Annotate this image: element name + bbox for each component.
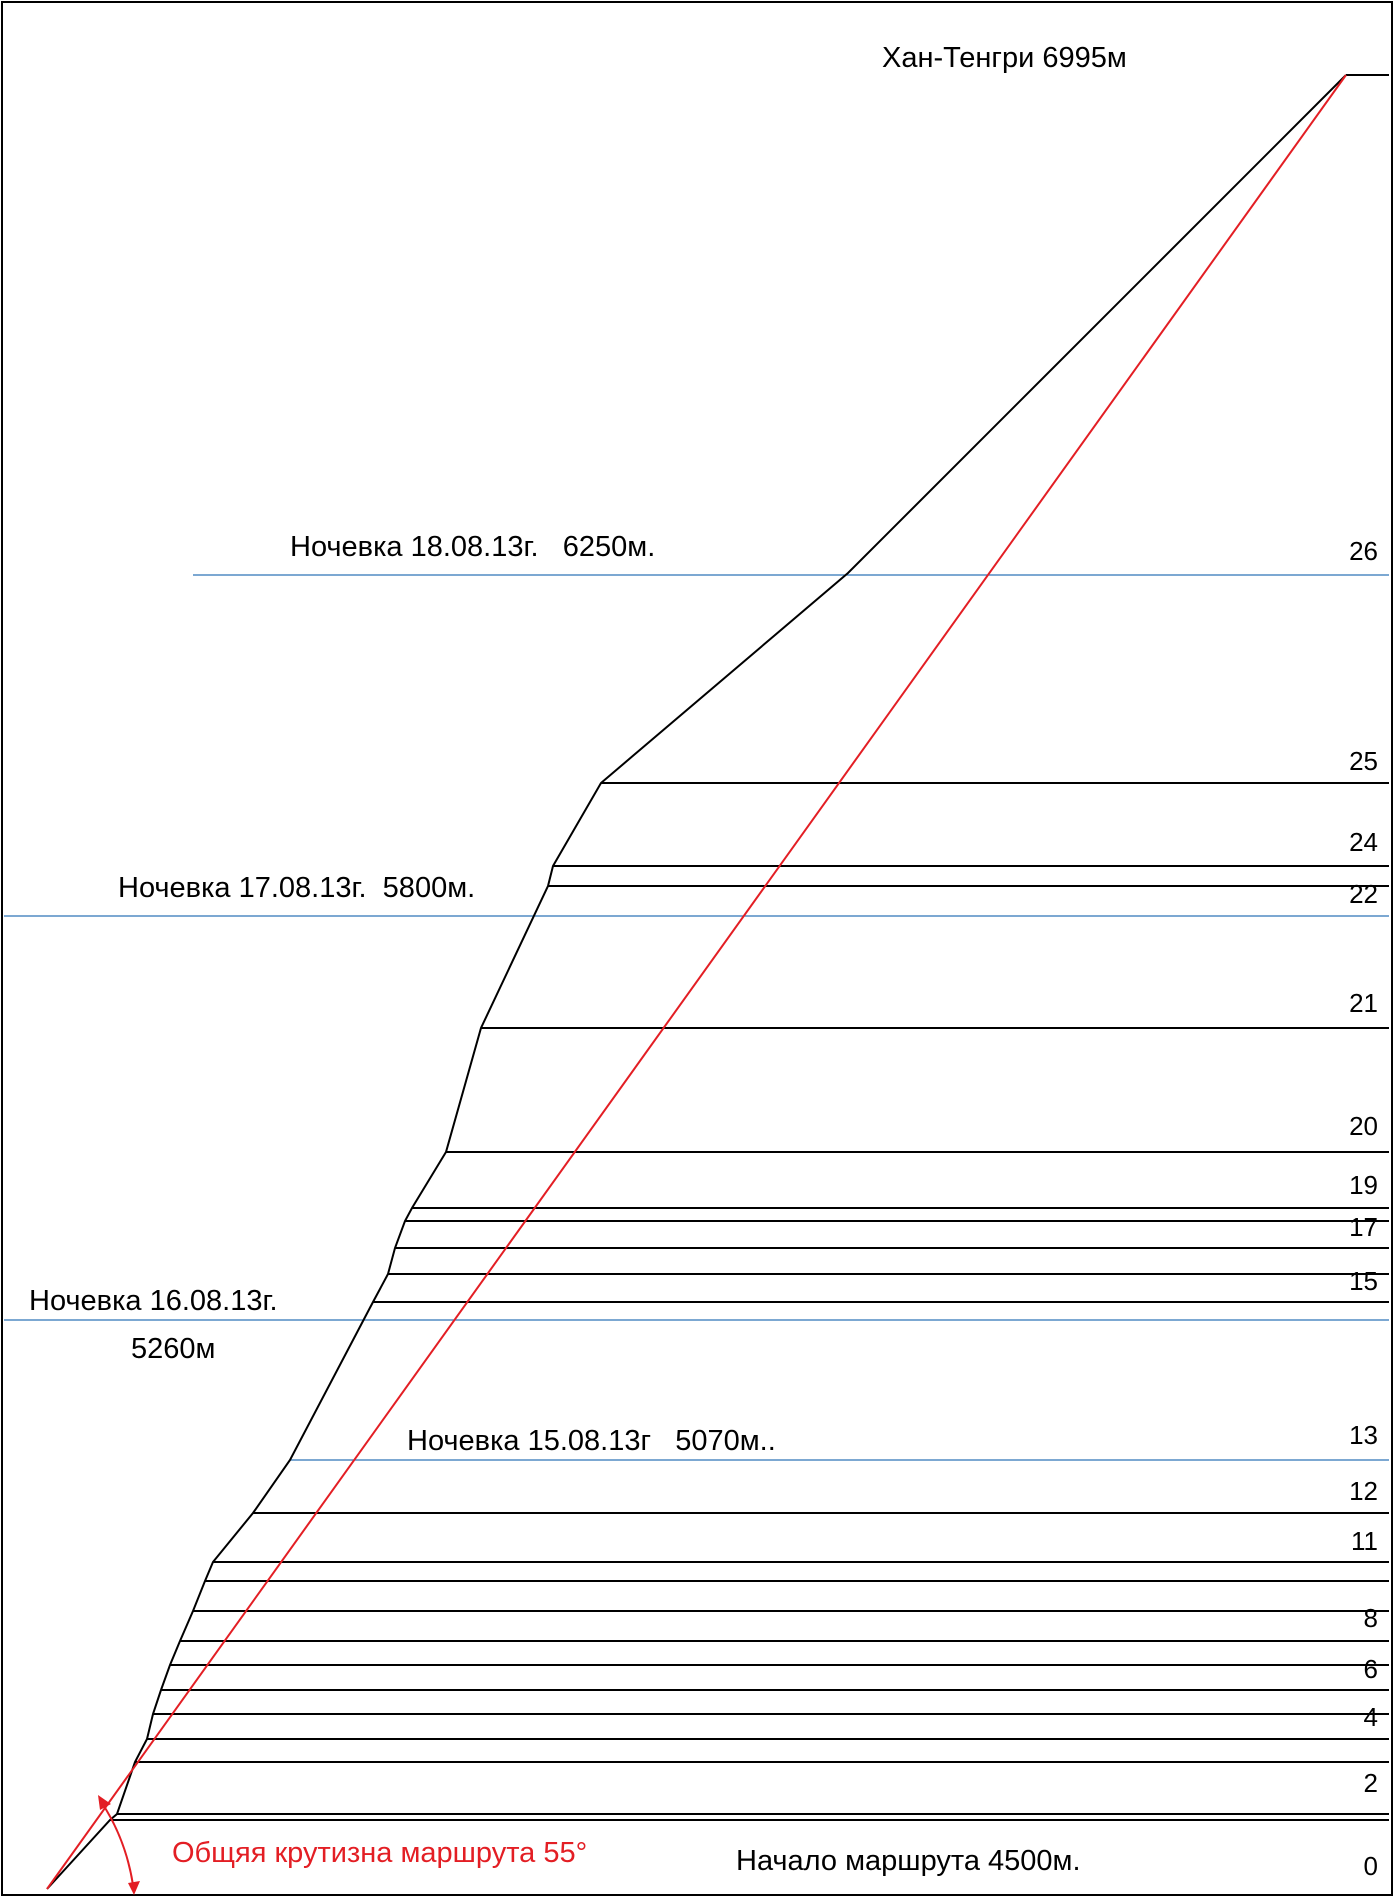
- section-number: 26: [1349, 536, 1378, 566]
- section-number: 11: [1351, 1526, 1378, 1556]
- angle-arrow-bottom: [128, 1881, 140, 1895]
- section-number: 22: [1349, 879, 1378, 909]
- camp-lines: [4, 575, 1389, 1460]
- section-number: 0: [1363, 1851, 1378, 1881]
- section-number: 24: [1349, 827, 1378, 857]
- camp-label-5260-altitude: 5260м: [131, 1333, 216, 1365]
- summit-label: Хан-Тенгри 6995м: [882, 42, 1127, 74]
- camp-label-5800: Ночевка 17.08.13г. 5800м.: [118, 872, 476, 904]
- overall-slope-line: [47, 75, 1346, 1889]
- section-number: 17: [1349, 1212, 1378, 1242]
- section-number: 20: [1349, 1111, 1378, 1141]
- angle-arc: [102, 1803, 133, 1885]
- camp-label-5070: Ночевка 15.08.13г 5070м..: [407, 1425, 776, 1457]
- section-number: 21: [1349, 988, 1378, 1018]
- camp-label-6250: Ночевка 18.08.13г. 6250м.: [290, 531, 656, 563]
- section-number: 12: [1349, 1476, 1378, 1506]
- steepness-label: Общяя крутизна маршрута 55°: [172, 1837, 588, 1869]
- section-lines: [110, 75, 1389, 1820]
- section-number: 15: [1349, 1266, 1378, 1296]
- section-number: 2: [1363, 1768, 1378, 1798]
- start-label: Начало маршрута 4500м.: [736, 1845, 1081, 1877]
- section-number: 13: [1349, 1420, 1378, 1450]
- section-number: 4: [1363, 1702, 1378, 1732]
- camp-label-5260-date: Ночевка 16.08.13г.: [29, 1285, 278, 1317]
- section-number: 6: [1363, 1654, 1378, 1684]
- section-number: 19: [1349, 1170, 1378, 1200]
- section-number: 25: [1349, 746, 1378, 776]
- section-number: 8: [1363, 1603, 1378, 1633]
